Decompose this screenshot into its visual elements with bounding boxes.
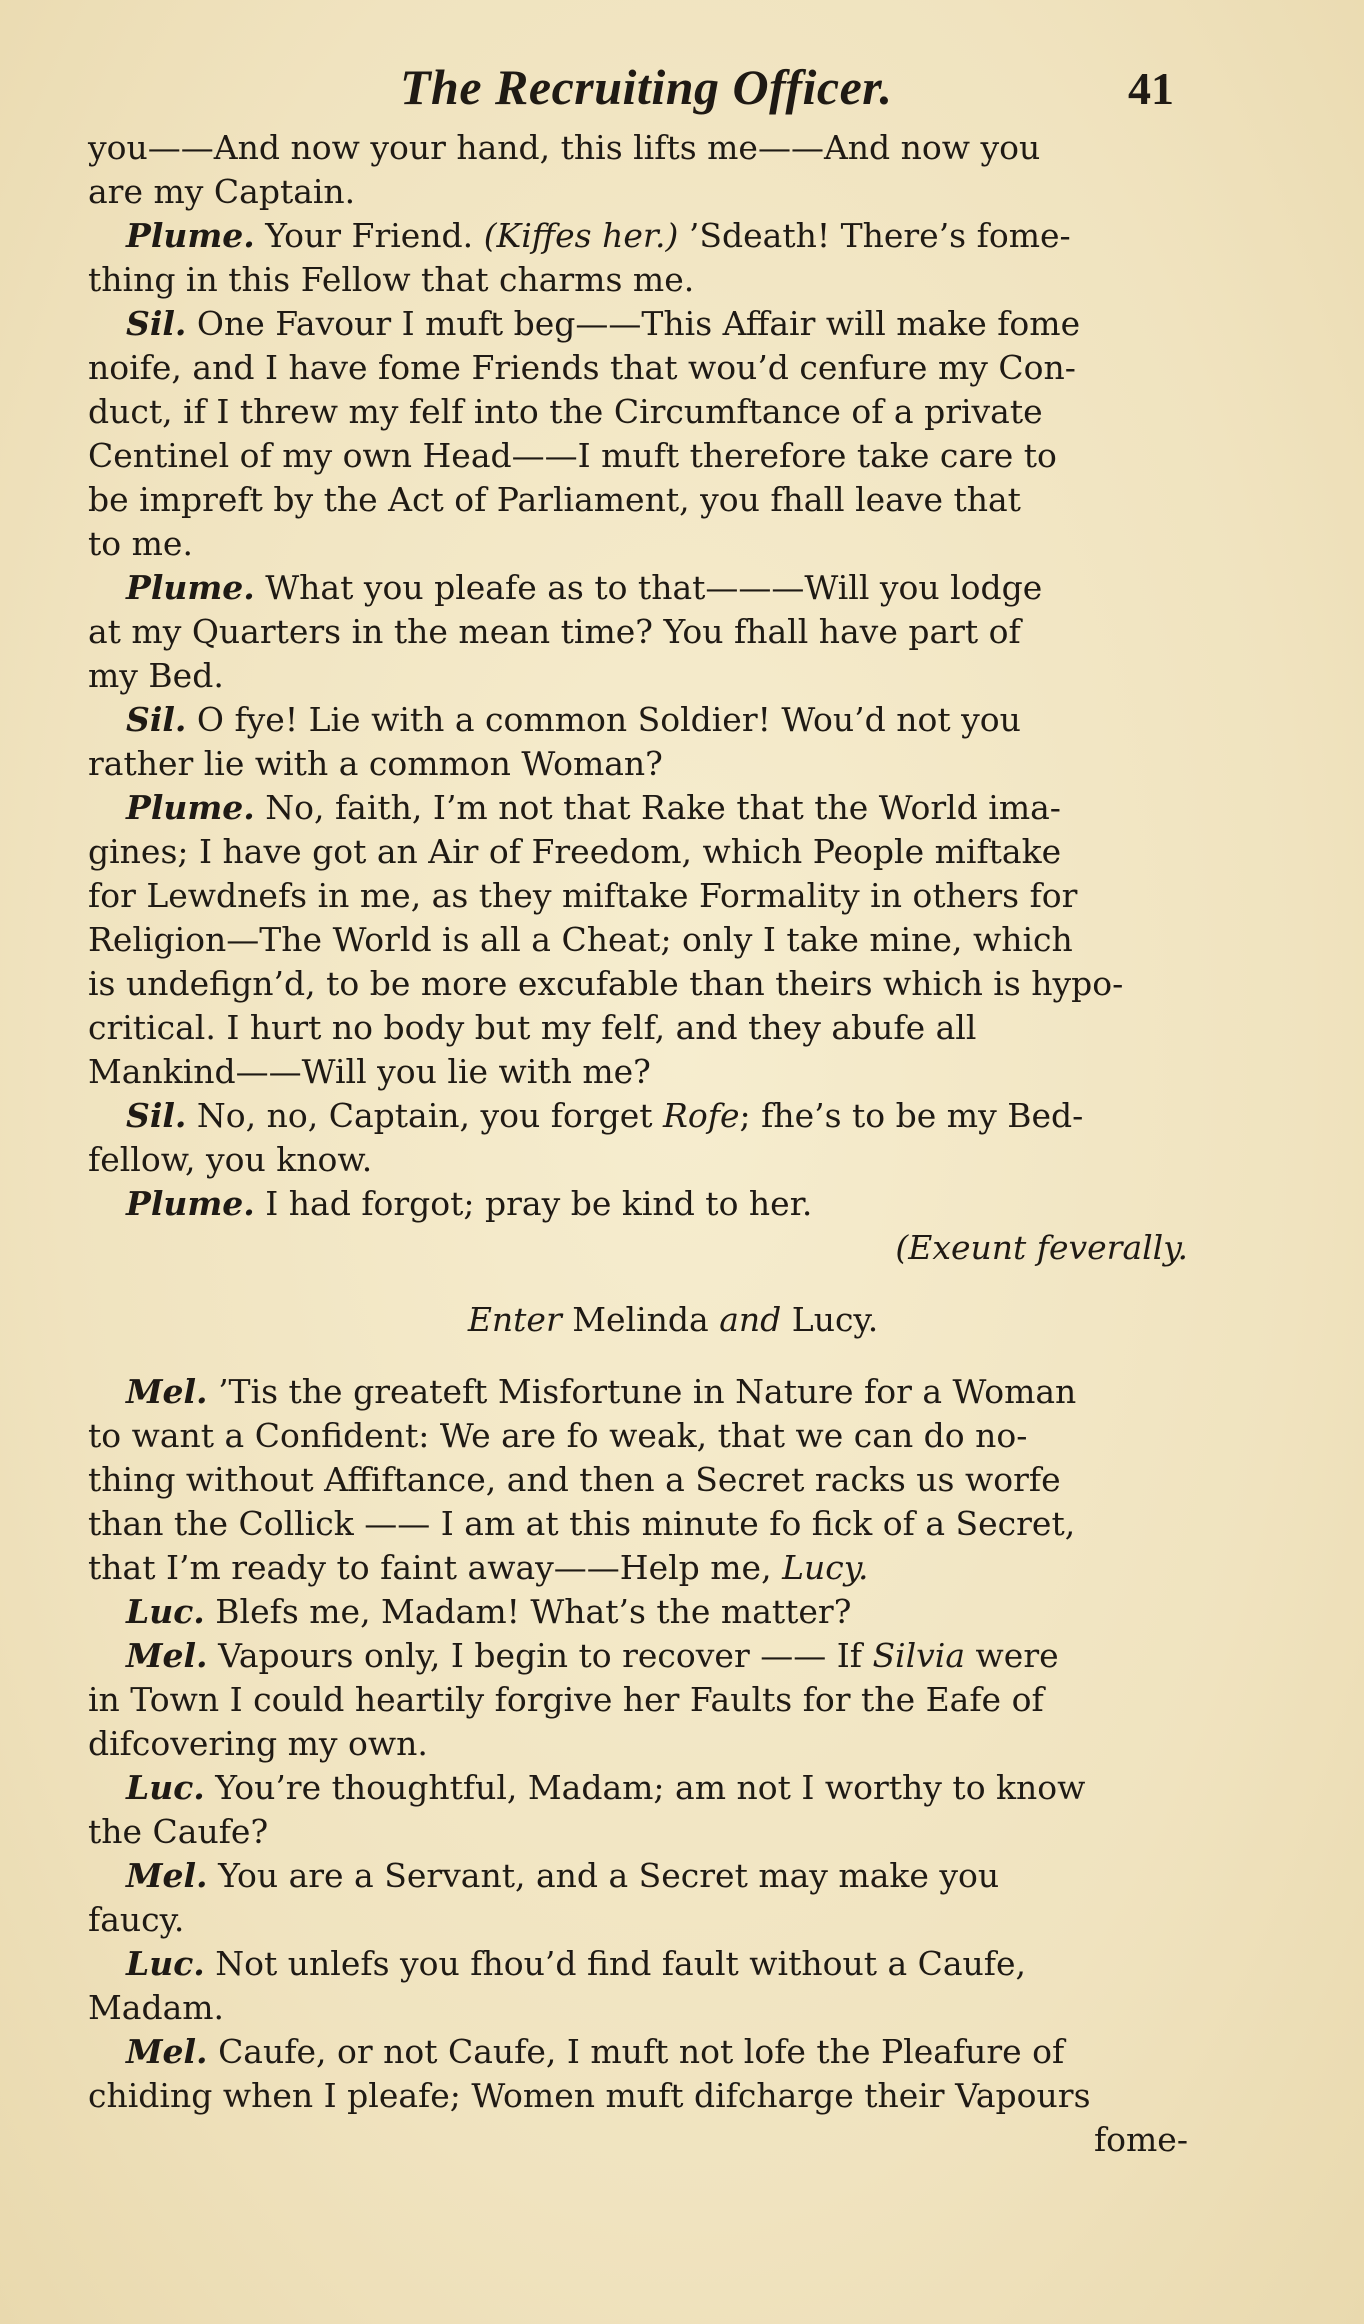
speech-sil: Sil. One Favour I muft beg——This Affair will make fome — [126, 304, 1081, 343]
speaker-name: Luc. — [126, 1768, 205, 1807]
character-name: Lucy. — [782, 1548, 869, 1587]
text-line: the Caufe? — [88, 1812, 269, 1851]
text-line: rather lie with a common Woman? — [88, 744, 663, 783]
speech-mel: Mel. ’Tis the greateft Misfortune in Nature for a Woman — [126, 1372, 1077, 1411]
text-line: to want a Confident: We are fo weak, that we can do no- — [88, 1416, 1028, 1455]
speaker-name: Mel. — [126, 1372, 208, 1411]
character-name: Rofe — [663, 1096, 740, 1135]
text-line: for Lewdnefs in me, as they miftake Formality in others for — [88, 876, 1078, 915]
text-line: at my Quarters in the mean time? You fhall have part of — [88, 612, 1021, 651]
speech-sil: Sil. No, no, Captain, you forget Rofe; fhe’s to be my Bed- — [126, 1096, 1084, 1135]
text-line: critical. I hurt no body but my felf, and they abufe all — [88, 1008, 977, 1047]
running-title: The Recruiting Officer. — [400, 59, 893, 115]
text-line: thing without Affiftance, and then a Secret racks us worfe — [88, 1460, 1061, 1499]
speech-plume: Plume. Your Friend. (Kiffes her.) ’Sdeath! There’s fome- — [126, 216, 1071, 255]
text-line: Centinel of my own Head——I muft therefore take care to — [88, 436, 1057, 475]
speaker-name: Sil. — [126, 304, 187, 343]
speech-luc: Luc. Not unlefs you fhou’d find fault without a Caufe, — [126, 1944, 1027, 1983]
speaker-name: Sil. — [126, 1096, 187, 1135]
text-line: you——And now your hand, this lifts me——And now you — [88, 128, 1041, 167]
speaker-name: Sil. — [126, 700, 187, 739]
speaker-name: Luc. — [126, 1944, 205, 1983]
speech-luc: Luc. You’re thoughtful, Madam; am not I worthy to know — [126, 1768, 1086, 1807]
speaker-name: Mel. — [126, 2032, 208, 2071]
text-line: noife, and I have fome Friends that wou’d cenfure my Con- — [88, 348, 1076, 387]
text-line: duct, if I threw my felf into the Circumftance of a private — [88, 392, 1043, 431]
text-line: difcovering my own. — [88, 1724, 428, 1763]
speaker-name: Plume. — [126, 788, 255, 827]
speech-plume: Plume. What you pleafe as to that———Will you lodge — [126, 568, 1043, 607]
speaker-name: Plume. — [126, 216, 255, 255]
spacer — [88, 1270, 1188, 1298]
text-line: to me. — [88, 524, 193, 563]
text-line: Religion—The World is all a Cheat; only I take mine, which — [88, 920, 1073, 959]
text-line: chiding when I pleafe; Women muft difcharge their Vapours — [88, 2076, 1091, 2115]
text-line: gines; I have got an Air of Freedom, which People miftake — [88, 832, 1062, 871]
speech-sil: Sil. O fye! Lie with a common Soldier! Wou’d not you — [126, 700, 1021, 739]
spacer — [88, 1342, 1188, 1370]
page-header — [0, 48, 1364, 118]
speaker-name: Luc. — [126, 1592, 205, 1631]
text-line: in Town I could heartily forgive her Faults for the Eafe of — [88, 1680, 1044, 1719]
page-number: 41 — [1128, 63, 1174, 114]
text-line: are my Captain. — [88, 172, 356, 211]
speech-luc: Luc. Blefs me, Madam! What’s the matter? — [126, 1592, 852, 1631]
speaker-name: Plume. — [126, 1184, 255, 1223]
text-line: that I’m ready to faint away——Help me, Lucy. — [88, 1548, 869, 1587]
catchword: fome- — [1093, 2120, 1188, 2159]
speech-mel: Mel. Caufe, or not Caufe, I muft not lofe the Pleafure of — [126, 2032, 1065, 2071]
text-line: than the Collick —— I am at this minute fo fick of a Secret, — [88, 1504, 1076, 1543]
text-line: be impreft by the Act of Parliament, you fhall leave that — [88, 480, 1021, 519]
text-line: Madam. — [88, 1988, 225, 2027]
speaker-name: Mel. — [126, 1856, 208, 1895]
speech-mel: Mel. Vapours only, I begin to recover —— If Silvia were — [126, 1636, 1059, 1675]
speech-mel: Mel. You are a Servant, and a Secret may make you — [126, 1856, 1000, 1895]
speech-plume: Plume. I had forgot; pray be kind to her. — [126, 1184, 813, 1223]
text-line: my Bed. — [88, 656, 224, 695]
text-line: thing in this Fellow that charms me. — [88, 260, 695, 299]
text-line: faucy. — [88, 1900, 185, 1939]
speaker-name: Plume. — [126, 568, 255, 607]
speaker-name: Mel. — [126, 1636, 208, 1675]
play-text — [88, 126, 1188, 2162]
text-line: fellow, you know. — [88, 1140, 373, 1179]
stage-direction: (Kiffes her.) — [483, 216, 679, 255]
character-name: Silvia — [872, 1636, 966, 1675]
text-line: Mankind——Will you lie with me? — [88, 1052, 651, 1091]
entrance-direction: Enter Melinda and Lucy. — [467, 1300, 879, 1339]
speech-plume: Plume. No, faith, I’m not that Rake that the World ima- — [126, 788, 1061, 827]
text-line: is undefign’d, to be more excufable than theirs which is hypo- — [88, 964, 1124, 1003]
exit-direction: (Exeunt feverally. — [895, 1228, 1188, 1267]
